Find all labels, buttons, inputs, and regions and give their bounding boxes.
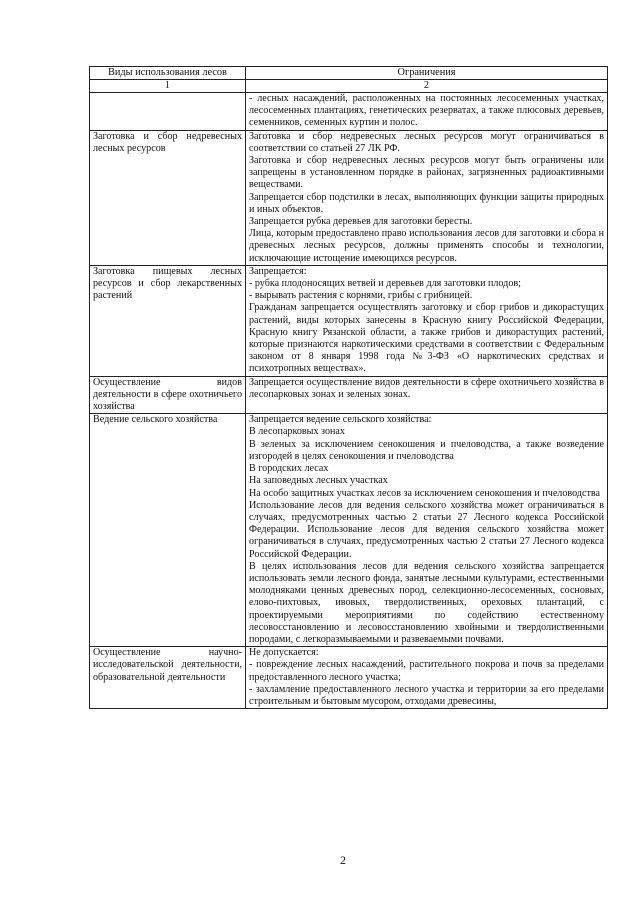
column-number-row [90,80,608,93]
forest-use-type-cell: Осуществление видов деятельности в сфере охотничьего хозяйства [90,376,246,414]
restriction-text: Запрещается рубка деревьев для заготовки бересты. [249,216,473,228]
restriction-text: В зеленых за исключением сенокошения и пчеловодства, а также возведение изгородей в целях сенокошения и пчеловодства [249,438,604,462]
table-row [90,414,608,647]
forest-use-type-cell: Ведение сельского хозяйства [90,414,246,647]
header-forest-use-types: Виды использования лесов [90,67,246,80]
restriction-cell [246,414,608,647]
restriction-text: Использование лесов для ведения сельского хозяйства может ограничиваться в случаях, предусмотренных частью 2 статьи 27 Лесного кодекса Российской Федерации. Использование лесов для ведения сельского хозяйства может ограничиваться в случаях, предусмотренных частью 2 статьи 27 Лесного кодекса Российской Федерации. [249,499,604,560]
restriction-text: На заповедных лесных участках [249,475,388,487]
restriction-text: - рубка плодоносящих ветвей и деревьев для заготовки плодов; [249,278,521,290]
restriction-cell [246,647,608,709]
restriction-cell [246,376,608,414]
forest-use-type-cell: Заготовка пищевых лесных ресурсов и сбор лекарственных растений [90,265,246,376]
restriction-text: На особо защитных участках лесов за исключением сенокошения и пчеловодства [249,487,600,499]
restriction-cell [246,265,608,376]
restriction-cell [246,130,608,265]
restriction-text: В целях использования лесов для ведения сельского хозяйства запрещается использовать земли лесного фонда, занятые лесными культурами, естественными молодняками ценных древесных пород, селекционно-лесосеменных, сосновых, елово-пихтовых, ивовых, твердолиственных, ореховых плантаций, с проектируемыми мероприятиями по содействию естественному лесовосстановлению и лесовосстановлению хвойными и твердолиственными породами, с легкоразмываемыми и развеваемыми почвами. [249,560,604,645]
restriction-text: Гражданам запрещается осуществлять заготовку и сбор грибов и дикорастущих растений, виды которых занесены в Красную книгу Российской Федерации, Красную книгу Рязанской области, а также грибов и дикорастущих растений, которые признаются наркотическими средствами в соответствии с Федеральным законом от 8 января 1998 года №3-ФЗ «О наркотических средствах и психотропных веществах». [249,302,604,375]
forest-use-type-cell [90,93,246,131]
restriction-text: Запрещается сбор подстилки в лесах, выполняющих функции защиты природных и иных объектов. [249,191,604,215]
page-number: 2 [340,853,346,867]
restriction-text: Не допускается: [249,647,319,659]
table-row [90,130,608,265]
restriction-text: - захламление предоставленного лесного участка и территории за его пределами строительным и бытовым мусором, отходами древесины, [249,683,604,707]
column-number-2: 2 [246,80,608,93]
restriction-text: Запрещается ведение сельского хозяйства: [249,414,432,426]
restriction-text: В лесопарковых зонах [249,426,345,438]
restriction-cell [246,93,608,131]
table-header-row [90,67,608,80]
restriction-text: - вырывать растения с корнями, грибы с грибницей. [249,290,473,302]
restriction-text: - лесных насаждений, расположенных на постоянных лесосеменных участках, лесосеменных плантациях, генетических резерватах, а также плюсовых деревьев, семенников, семенных куртин и полос. [249,93,604,129]
restriction-text: Заготовка и сбор недревесных лесных ресурсов могут ограничиваться в соответствии со статьей 27 ЛК РФ. [249,130,604,154]
restrictions-table [89,66,608,709]
restriction-text: - повреждение лесных насаждений, растительного покрова и почв за пределами предоставленного лесного участка; [249,659,604,683]
table-row [90,93,608,131]
restriction-text: Заготовка и сбор недревесных лесных ресурсов могут быть ограничены или запрещены в установленном порядке в районах, загрязненных радиоактивными веществами. [249,155,604,191]
restriction-text: Запрещается осуществление видов деятельности в сфере охотничьего хозяйства в лесопарковых зонах и зеленых зонах. [249,376,604,400]
header-restrictions: Ограничения [246,67,608,80]
table-row [90,265,608,376]
table-row [90,376,608,414]
column-number-1: 1 [90,80,246,93]
restriction-text: Лица, которым предоставлено право использования лесов для заготовки и сбора н древесных лесных ресурсов, должны применять способы и технологии, исключающие истощение имеющихся ресурсов. [249,228,604,264]
table-row [90,647,608,709]
restriction-text: Запрещается: [249,265,307,277]
restriction-text: В городских лесах [249,463,329,475]
forest-use-type-cell: Заготовка и сбор недревесных лесных ресурсов [90,130,246,265]
forest-use-type-cell: Осуществление научно-исследовательской деятельности, образовательной деятельности [90,647,246,709]
